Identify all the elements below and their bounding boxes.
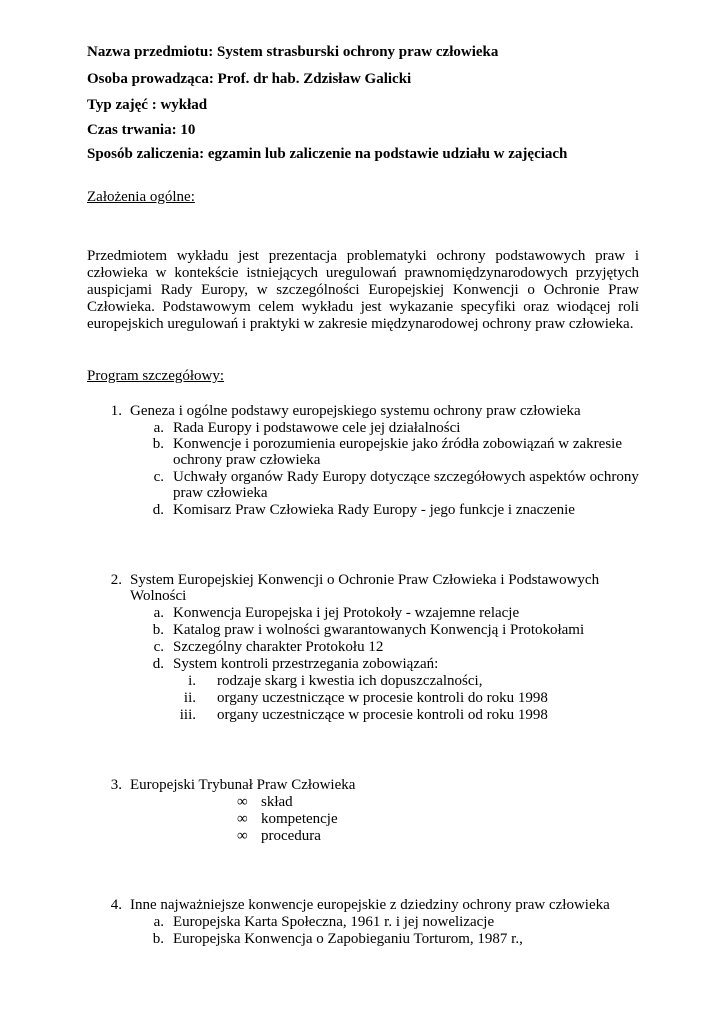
list-label: c. (153, 639, 164, 655)
infinity-bullet-icon: ∞ (237, 794, 248, 810)
sublist-label: ii. (183, 690, 196, 706)
sublist-item: rodzaje skarg i kwestia ich dopuszczalności, (217, 673, 483, 689)
section-3-title: Europejski Trybunał Praw Człowieka (130, 777, 356, 793)
list-label: a. (153, 605, 164, 621)
teacher-line: Osoba prowadząca: Prof. dr hab. Zdzisław Galicki (87, 71, 412, 87)
list-item: Katalog praw i wolności gwarantowanych Konwencją i Protokołami (173, 622, 585, 638)
list-label: b. (152, 436, 164, 452)
section-2-number: 2. (110, 572, 122, 588)
section-2-title-continuation: Wolności (130, 588, 187, 604)
section-1-title: Geneza i ogólne podstawy europejskiego systemu ochrony praw człowieka (130, 403, 581, 419)
paragraph-line: auspicjami Rady Europy, w szczególności Europejskiej Konwencji o Ochronie Praw (87, 282, 639, 298)
list-label: b. (152, 622, 164, 638)
paragraph-line: Przedmiotem wykładu jest prezentacja problematyki ochrony podstawowych praw i (87, 248, 639, 264)
list-label: b. (152, 931, 164, 947)
section-3-number: 3. (110, 777, 122, 793)
type-line: Typ zajęć : wykład (87, 97, 208, 113)
list-item: Konwencja Europejska i jej Protokoły - wzajemne relacje (173, 605, 520, 621)
duration-line: Czas trwania: 10 (87, 122, 196, 138)
paragraph-line: człowieka w kontekście istniejących uregulowań prawnomiędzynarodowych przyjętych (87, 265, 639, 281)
paragraph-line: Człowieka. Podstawowym celem wykładu jest wykazanie specyfiki oraz wiodącej roli (87, 299, 639, 315)
list-label: d. (152, 502, 164, 518)
infinity-bullet-icon: ∞ (237, 828, 248, 844)
bullet-item: skład (261, 794, 293, 810)
sublist-label: i. (188, 673, 196, 689)
assessment-line: Sposób zaliczenia: egzamin lub zaliczenie na podstawie udziału w zajęciach (87, 146, 568, 162)
list-item: Europejska Karta Społeczna, 1961 r. i jej nowelizacje (173, 914, 495, 930)
section-4-number: 4. (110, 897, 122, 913)
subject-line: Nazwa przedmiotu: System strasburski ochrony praw człowieka (87, 44, 499, 60)
section-2-title: System Europejskiej Konwencji o Ochronie Praw Człowieka i Podstawowych (130, 572, 600, 588)
list-item-continuation: praw człowieka (173, 485, 268, 501)
list-label: d. (152, 656, 164, 672)
section-1-number: 1. (110, 403, 122, 419)
sublist-item: organy uczestniczące w procesie kontroli od roku 1998 (217, 707, 548, 723)
list-item-continuation: ochrony praw człowieka (173, 452, 321, 468)
list-label: a. (153, 914, 164, 930)
list-item: Europejska Konwencja o Zapobieganiu Torturom, 1987 r., (173, 931, 523, 947)
sublist-label: iii. (179, 707, 196, 723)
general-paragraph (87, 248, 639, 333)
list-item: System kontroli przestrzegania zobowiązań: (173, 656, 439, 672)
program-heading: Program szczegółowy: (87, 368, 225, 384)
list-item: Rada Europy i podstawowe cele jej działalności (173, 420, 461, 436)
list-item: Szczególny charakter Protokołu 12 (173, 639, 384, 655)
section-4-title: Inne najważniejsze konwencje europejskie z dziedziny ochrony praw człowieka (130, 897, 610, 913)
list-item: Komisarz Praw Człowieka Rady Europy - jego funkcje i znaczenie (173, 502, 575, 518)
bullet-item: kompetencje (261, 811, 338, 827)
infinity-bullet-icon: ∞ (237, 811, 248, 827)
list-item: Uchwały organów Rady Europy dotyczące szczegółowych aspektów ochrony (173, 469, 639, 485)
list-label: a. (153, 420, 164, 436)
list-item: Konwencje i porozumienia europejskie jako źródła zobowiązań w zakresie (173, 436, 622, 452)
sublist-item: organy uczestniczące w procesie kontroli do roku 1998 (217, 690, 548, 706)
paragraph-line: europejskich uregulowań i praktyki w zakresie międzynarodowej ochrony praw człowieka. (87, 316, 634, 332)
list-label: c. (153, 469, 164, 485)
general-heading: Założenia ogólne: (87, 189, 195, 205)
bullet-item: procedura (261, 828, 321, 844)
